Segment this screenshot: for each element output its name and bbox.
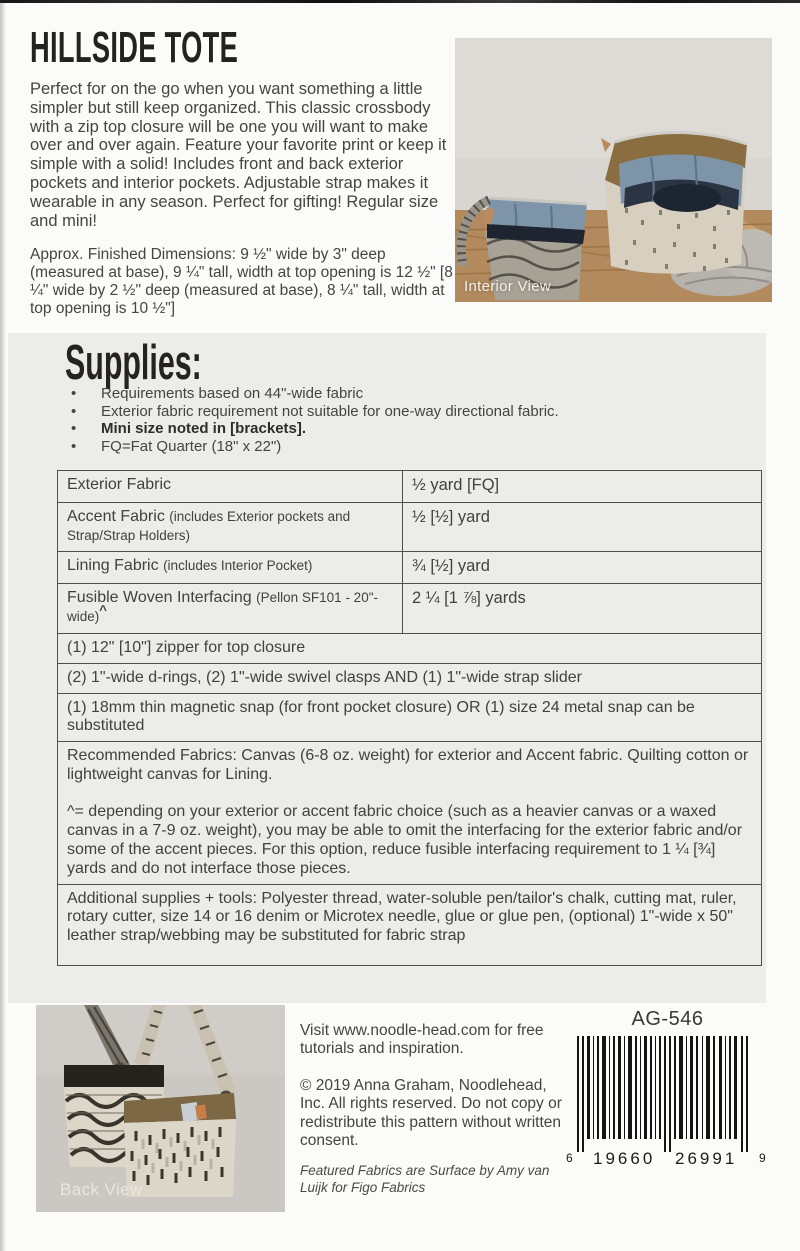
table-row-exterior-fabric xyxy=(58,471,762,503)
note-item: • FQ=Fat Quarter (18" x 22") xyxy=(65,438,715,456)
fabric-name: Accent Fabric xyxy=(67,508,165,525)
barcode-bars xyxy=(577,1036,748,1152)
notion-text: (2) 1"-wide d-rings, (2) 1"-wide swivel clasps AND (1) 1"-wide strap slider xyxy=(58,663,762,693)
fabric-name: Lining Fabric xyxy=(67,556,159,574)
notion-text: (1) 18mm thin magnetic snap (for front pocket closure) OR (1) size 24 metal snap can be substituted xyxy=(58,693,762,742)
header xyxy=(30,23,453,318)
footer-text-block xyxy=(300,1014,568,1197)
copyright-text: © 2019 Anna Graham, Noodlehead, Inc. All rights reserved. Do not copy or redistribute this pattern without written consent. xyxy=(300,1077,562,1149)
supplies-heading: Supplies: xyxy=(65,336,202,390)
table-row-zipper xyxy=(58,633,762,663)
back-view-photo xyxy=(36,1005,285,1212)
table-row-interfacing xyxy=(58,583,762,633)
fabric-qty: 2 ¼ [1 ⅞] yards xyxy=(403,583,762,633)
interfacing-footnote-text: ^= depending on your exterior or accent fabric choice (such as a heavier canvas or a waxed canvas in a 7-9 oz. weight), you may be able to omit the interfacing for the exterior fabric and/or some of the accent pieces. For this option, reduce fusible interfacing requirement to 1 ¼ [¾] yards and do not interface those pieces. xyxy=(67,803,743,877)
scan-edge-top xyxy=(0,0,800,3)
supplies-panel xyxy=(8,333,766,1003)
table-row-additional-supplies xyxy=(58,884,762,965)
supplies-table xyxy=(57,470,762,966)
interior-photo-art xyxy=(455,38,772,302)
fabric-detail: (Pellon SF101 - 20"-wide) xyxy=(67,589,378,624)
fabric-qty: ½ yard [FQ] xyxy=(403,471,762,503)
footnote-caret: ^ xyxy=(99,602,107,618)
fabric-detail: (includes Interior Pocket) xyxy=(163,557,313,573)
barcode-digit-right: 9 xyxy=(759,1151,766,1165)
table-row-accent-fabric xyxy=(58,503,762,552)
back-view-caption: Back View xyxy=(60,1180,143,1199)
barcode-group-2: 26991 xyxy=(675,1149,738,1168)
large-bag-interior xyxy=(601,132,747,273)
pattern-number: AG-546 xyxy=(631,1008,704,1030)
table-row-snap xyxy=(58,693,762,742)
barcode-digit-left: 6 xyxy=(566,1151,573,1165)
finished-dimensions: Approx. Finished Dimensions: 9 ½" wide by 3" deep (measured at base), 9 ¼" tall, width at top opening is 12 ½" [8 ¼" wide by 2 ½" deep (measured at base), 8 ¼" tall, width at top opening is 10 ½"] xyxy=(30,246,453,318)
supplies-notes xyxy=(65,385,715,455)
recommended-fabrics-text: Recommended Fabrics: Canvas (6-8 oz. weight) for exterior and Accent fabric. Quilting cotton or lightweight canvas for Lining. xyxy=(67,747,749,784)
notion-text: (1) 12" [10"] zipper for top closure xyxy=(58,633,762,663)
interior-view-caption: Interior View xyxy=(464,278,551,295)
barcode-group-1: 19660 xyxy=(593,1149,656,1168)
barcode-art xyxy=(563,1036,773,1176)
pattern-description: Perfect for on the go when you want something a little simpler but still keep organized. This classic crossbody with a zip top closure will be one you will want to make over and over again. Feature your favorite print or keep it simple with a solid! Includes front and back exterior pockets and interior pockets. Adjustable strap makes it wearable in any season. Perfect for gifting! Regular size and mini! xyxy=(30,80,447,230)
note-item: • Requirements based on 44"-wide fabric xyxy=(65,385,715,403)
scan-edge-left xyxy=(0,0,6,1251)
page-title: HILLSIDE TOTE xyxy=(30,23,239,72)
upc-barcode xyxy=(563,1036,773,1176)
fabric-credit: Featured Fabrics are Surface by Amy van Luijk for Figo Fabrics xyxy=(300,1162,550,1195)
fabric-name: Exterior Fabric xyxy=(67,476,172,493)
fabric-name: Fusible Woven Interfacing xyxy=(67,588,252,606)
note-item: • Exterior fabric requirement not suitable for one-way directional fabric. xyxy=(65,403,715,421)
interior-view-photo xyxy=(455,38,772,302)
table-row-recommended-fabrics xyxy=(58,742,762,884)
note-item: • Mini size noted in [brackets]. xyxy=(65,420,715,438)
website-note: Visit www.noodle-head.com for free tutorials and inspiration. xyxy=(300,1022,544,1058)
table-row-hardware xyxy=(58,663,762,693)
fabric-detail: (includes Exterior pockets and Strap/Strap Holders) xyxy=(67,509,351,543)
fabric-qty: ¾ [½] yard xyxy=(403,551,762,583)
fabric-qty: ½ [½] yard xyxy=(403,503,762,552)
table-row-lining-fabric xyxy=(58,551,762,583)
additional-supplies-text: Additional supplies + tools: Polyester thread, water-soluble pen/tailor's chalk, cutting mat, ruler, rotary cutter, size 14 or 16 denim or Microtex needle, glue or glue pen, (optional) 1"-wide x 50" leather strap/webbing may be substituted for fabric strap xyxy=(58,884,762,965)
